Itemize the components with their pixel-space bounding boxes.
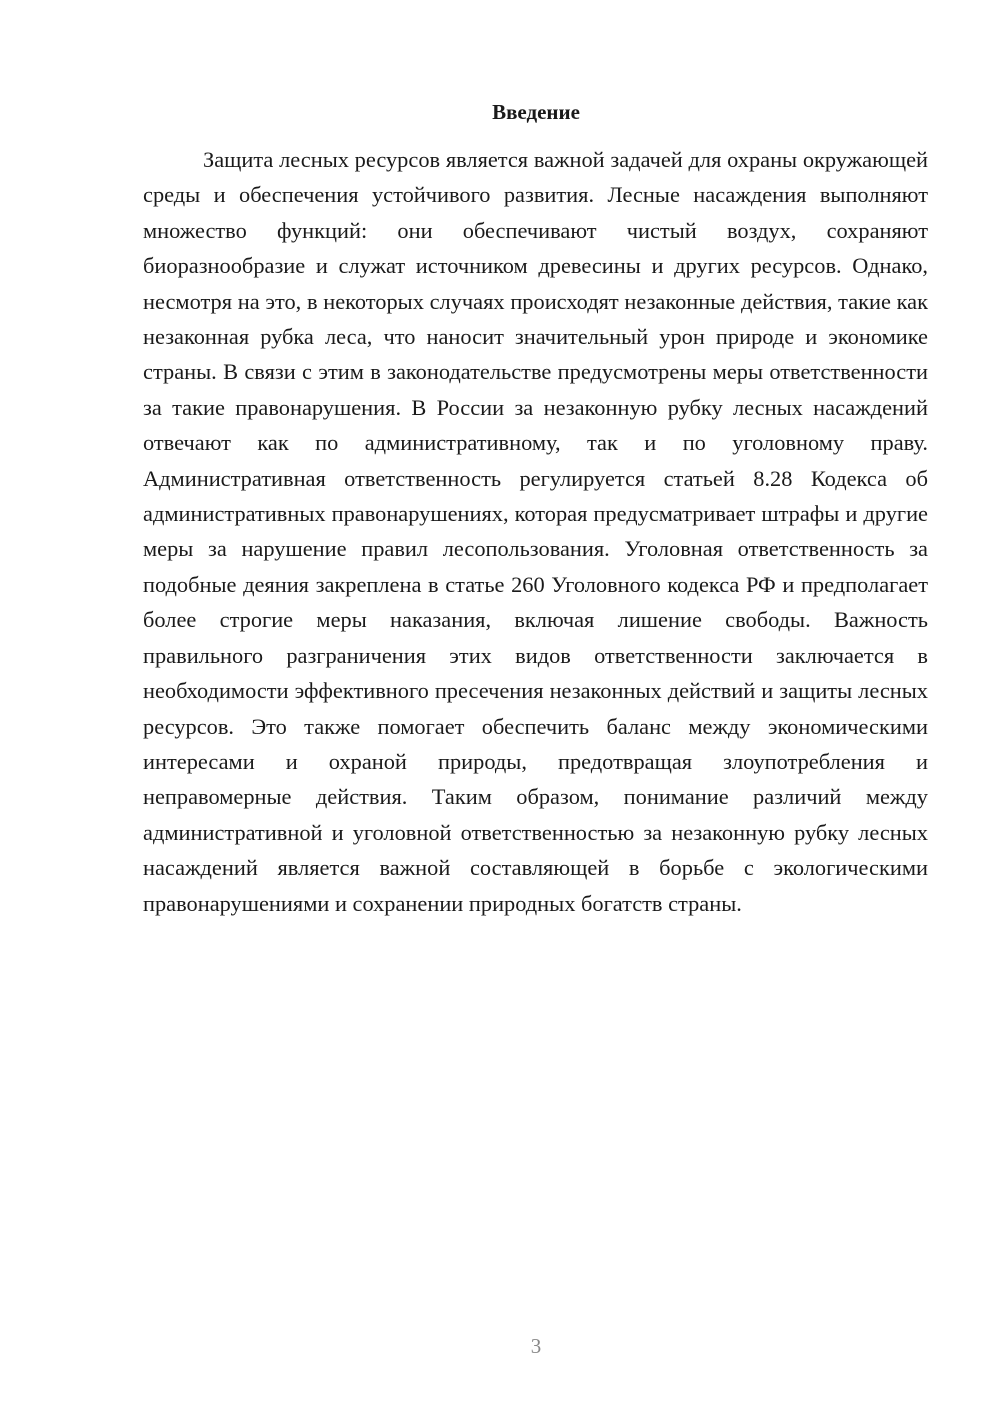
section-heading: Введение: [492, 100, 580, 124]
intro-paragraph: Защита лесных ресурсов является важной задачей для охраны окружающей среды и обеспечения устойчивого развития. Лесные насаждения выполняют множество функций: они обеспечивают чистый воздух, сохраняют биоразнообразие и служат источником древесины и других ресурсов. Однако, несмотря на это, в некоторых случаях происходят незаконные действия, такие как незаконная рубка леса, что наносит значительный урон природе и экономике страны. В связи с этим в законодательстве предусмотрены меры ответственности за такие правонарушения. В России за незаконную рубку лесных насаждений отвечают как по административному, так и по уголовному праву. Административная ответственность регулируется статьей 8.28 Кодекса об административных правонарушениях, которая предусматривает штрафы и другие меры за нарушение правил лесопользования. Уголовная ответственность за подобные деяния закреплена в статье 260 Уголовного кодекса РФ и предполагает более строгие меры наказания, включая лишение свободы. Важность правильного разграничения этих видов ответственности заключается в необходимости эффективного пресечения незаконных действий и защиты лесных ресурсов. Это также помогает обеспечить баланс между экономическими интересами и охраной природы, предотвращая злоупотребления и неправомерные действия. Таким образом, понимание различий между административной и уголовной ответственностью за незаконную рубку лесных насаждений является важной составляющей в борьбе с экологическими правонарушениями и сохранении природных богатств страны.: [143, 147, 928, 916]
page-number: 3: [530, 1334, 542, 1358]
